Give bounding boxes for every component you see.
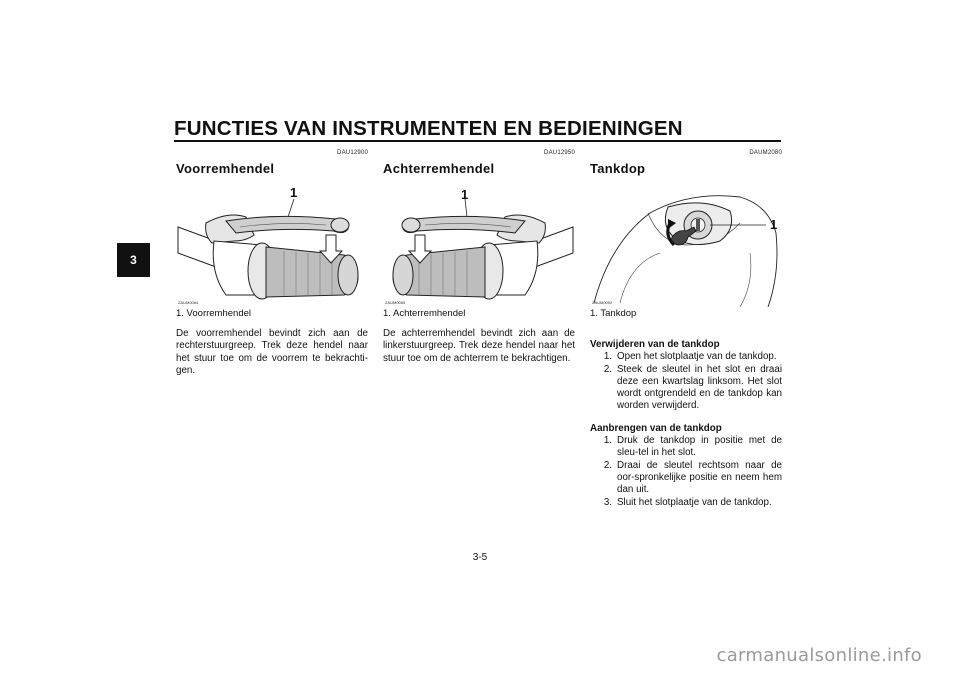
section-rear-brake	[383, 150, 575, 365]
figure-caption: 1. Tankdop	[590, 308, 637, 319]
front-brake-figure	[176, 183, 368, 307]
figure-callout: 1	[770, 217, 778, 232]
step-number: 1.	[603, 351, 612, 363]
step-text: Open het slotplaatje van de tankdop.	[617, 351, 777, 363]
list-item	[590, 460, 782, 497]
remove-steps	[590, 351, 782, 412]
section-code: DAU12900	[337, 150, 368, 156]
fuel-cap-figure	[590, 183, 782, 307]
chapter-tab: 3	[117, 243, 150, 277]
section-title: Tankdop	[590, 161, 646, 176]
step-number: 2.	[603, 363, 612, 375]
fuel-tank-cap-illustration	[590, 183, 782, 307]
page-number: 3-5	[472, 552, 488, 563]
section-title: Achterremhendel	[383, 161, 495, 176]
step-text: Druk de tankdop in positie met de sleu-tel in het slot.	[617, 435, 782, 459]
step-number: 2.	[603, 459, 612, 471]
install-steps	[590, 435, 782, 509]
figure-callout: 1	[290, 185, 298, 200]
rear-brake-figure	[383, 183, 575, 307]
watermark: carmanualsonline.info	[716, 645, 922, 666]
remove-heading: Verwijderen van de tankdop	[590, 339, 720, 350]
section-body: De achterremhendel bevindt zich aan de linkerstuurgreep. Trek deze hendel naar het stuur toe om de achterrem te bekrachtigen.	[383, 328, 575, 364]
list-item	[590, 435, 782, 460]
front-brake-lever-illustration	[176, 183, 368, 307]
list-item	[590, 497, 782, 509]
step-text: Sluit het slotplaatje van de tankdop.	[617, 496, 772, 508]
figure-callout: 1	[461, 187, 469, 202]
step-text: Steek de sleutel in het slot en draai deze een kwartslag linksom. Het slot wordt ontgrendeld en de tankdop kan worden verwijderd.	[617, 363, 782, 412]
section-body: De voorremhendel bevindt zich aan de rechterstuurgreep. Trek deze hendel naar het stuur toe om de voorrem te bekrachti-gen.	[176, 328, 368, 376]
title-rule	[174, 140, 781, 142]
figure-code: ZAUM0092	[592, 300, 613, 305]
step-number: 1.	[603, 435, 612, 447]
list-item	[590, 364, 782, 413]
section-title: Voorremhendel	[176, 161, 275, 176]
install-heading: Aanbrengen van de tankdop	[590, 422, 722, 434]
figure-caption: 1. Achterremhendel	[383, 308, 466, 319]
figure-code: ZAUM0065	[385, 300, 406, 305]
step-text: Draai de sleutel rechtsom naar de oor-spronkelijke positie en neem hem dan uit.	[617, 459, 782, 496]
rear-brake-lever-illustration	[383, 183, 575, 307]
section-code: DAUM2080	[749, 150, 782, 156]
figure-code: ZAUM0064	[178, 300, 199, 305]
section-code: DAU12950	[544, 150, 575, 156]
step-number: 3.	[603, 496, 612, 508]
section-fuel-cap	[590, 150, 782, 509]
figure-caption: 1. Voorremhendel	[176, 308, 251, 319]
list-item	[590, 351, 782, 363]
section-front-brake	[176, 150, 368, 377]
page-title: FUNCTIES VAN INSTRUMENTEN EN BEDIENINGEN	[174, 117, 683, 140]
